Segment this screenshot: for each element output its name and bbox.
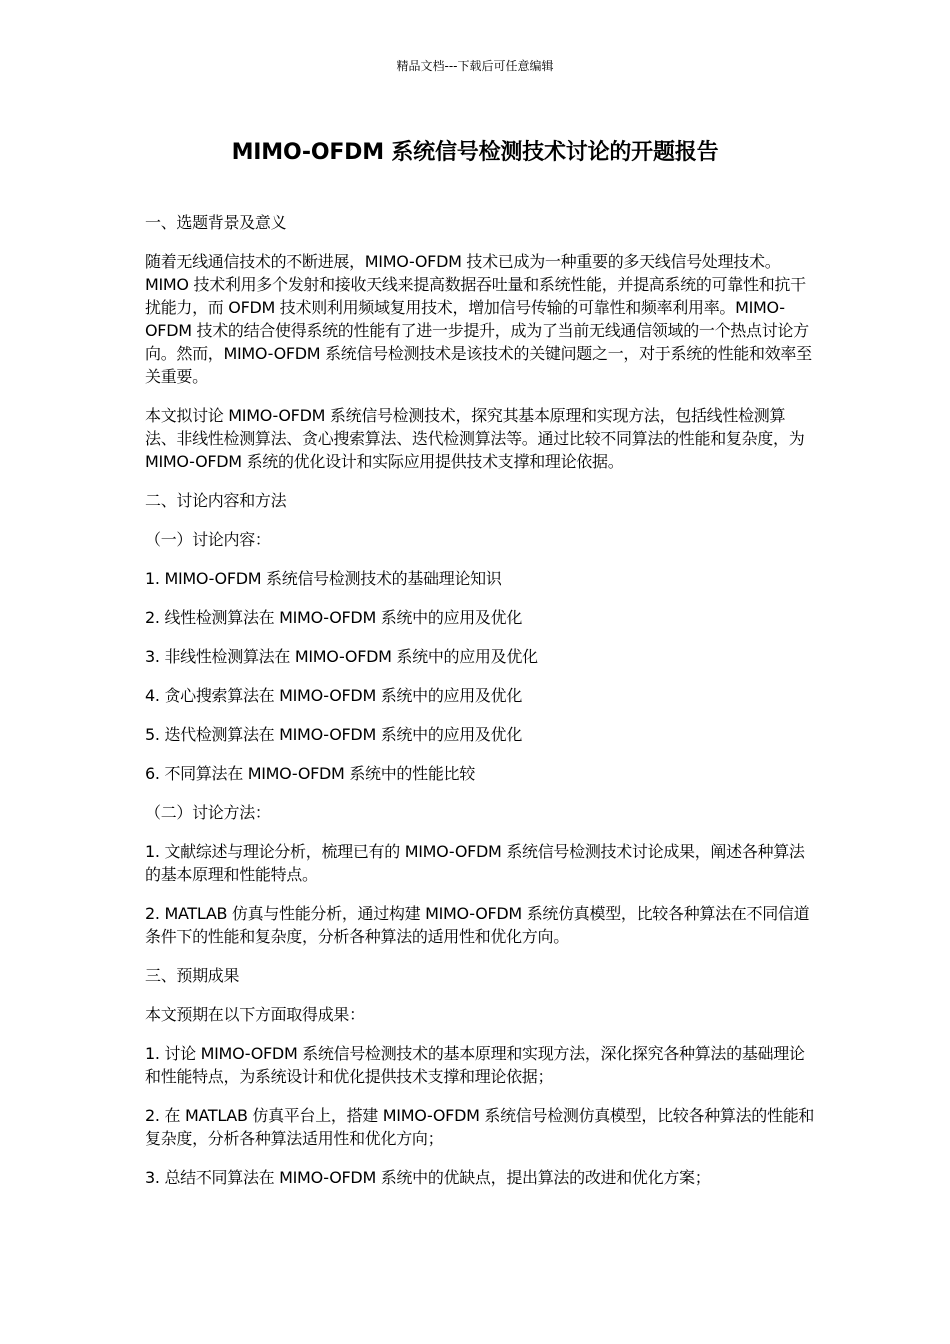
list-item: 5. 迭代检测算法在 MIMO-OFDM 系统中的应用及优化 — [145, 725, 523, 744]
list-item: 4. 贪心搜索算法在 MIMO-OFDM 系统中的应用及优化 — [145, 686, 523, 705]
result-item: 2. 在 MATLAB 仿真平台上，搭建 MIMO-OFDM 系统信号检测仿真模型，比较各种算法的性能和复杂度，分析各种算法适用性和优化方向； — [145, 1106, 815, 1148]
result-item: 1. 讨论 MIMO-OFDM 系统信号检测技术的基本原理和实现方法，深化探究各种算法的基础理论和性能特点，为系统设计和优化提供技术支撑和理论依据； — [145, 1044, 805, 1086]
list-item: 2. 线性检测算法在 MIMO-OFDM 系统中的应用及优化 — [145, 608, 523, 627]
section-heading-expected-results: 三、预期成果 — [145, 966, 240, 985]
paragraph-background: 随着无线通信技术的不断进展，MIMO-OFDM 技术已成为一种重要的多天线信号处理技术。MIMO 技术利用多个发射和接收天线来提高数据吞吐量和系统性能，并提高系统的可靠性和抗干扰能力，而 OFDM 技术则利用频域复用技术，增加信号传输的可靠性和频率利用率。MIMO-OFDM 技术的结合使得系统的性能有了进一步提升，成为了当前无线通信领域的一个热点讨论方向。然而，MIMO-OFDM 系统信号检测技术是该技术的关键问题之一，对于系统的性能和效率至关重要。 — [145, 252, 812, 386]
section-heading-content-method: 二、讨论内容和方法 — [145, 491, 287, 510]
list-item: 6. 不同算法在 MIMO-OFDM 系统中的性能比较 — [145, 764, 475, 783]
list-item: 3. 非线性检测算法在 MIMO-OFDM 系统中的应用及优化 — [145, 647, 538, 666]
paragraph-purpose: 本文拟讨论 MIMO-OFDM 系统信号检测技术，探究其基本原理和实现方法，包括线性检测算法、非线性检测算法、贪心搜索算法、迭代检测算法等。通过比较不同算法的性能和复杂度，为 MIMO-OFDM 系统的优化设计和实际应用提供技术支撑和理论依据。 — [145, 406, 805, 471]
result-item: 3. 总结不同算法在 MIMO-OFDM 系统中的优缺点，提出算法的改进和优化方案； — [145, 1168, 711, 1187]
document-title: MIMO-OFDM 系统信号检测技术讨论的开题报告 — [231, 140, 719, 165]
results-intro: 本文预期在以下方面取得成果： — [145, 1005, 365, 1024]
section-heading-background: 一、选题背景及意义 — [145, 213, 287, 232]
method-item: 2. MATLAB 仿真与性能分析，通过构建 MIMO-OFDM 系统仿真模型，比较各种算法在不同信道条件下的性能和复杂度，分析各种算法的适用性和优化方向。 — [145, 904, 810, 946]
subheading-method: （二）讨论方法： — [145, 803, 271, 822]
list-item: 1. MIMO-OFDM 系统信号检测技术的基础理论知识 — [145, 569, 502, 588]
method-item: 1. 文献综述与理论分析，梳理已有的 MIMO-OFDM 系统信号检测技术讨论成果，阐述各种算法的基本原理和性能特点。 — [145, 842, 805, 884]
subheading-content: （一）讨论内容： — [145, 530, 271, 549]
page-header: 精品文档---下载后可任意编辑 — [396, 59, 554, 73]
document-body — [145, 211, 815, 1205]
